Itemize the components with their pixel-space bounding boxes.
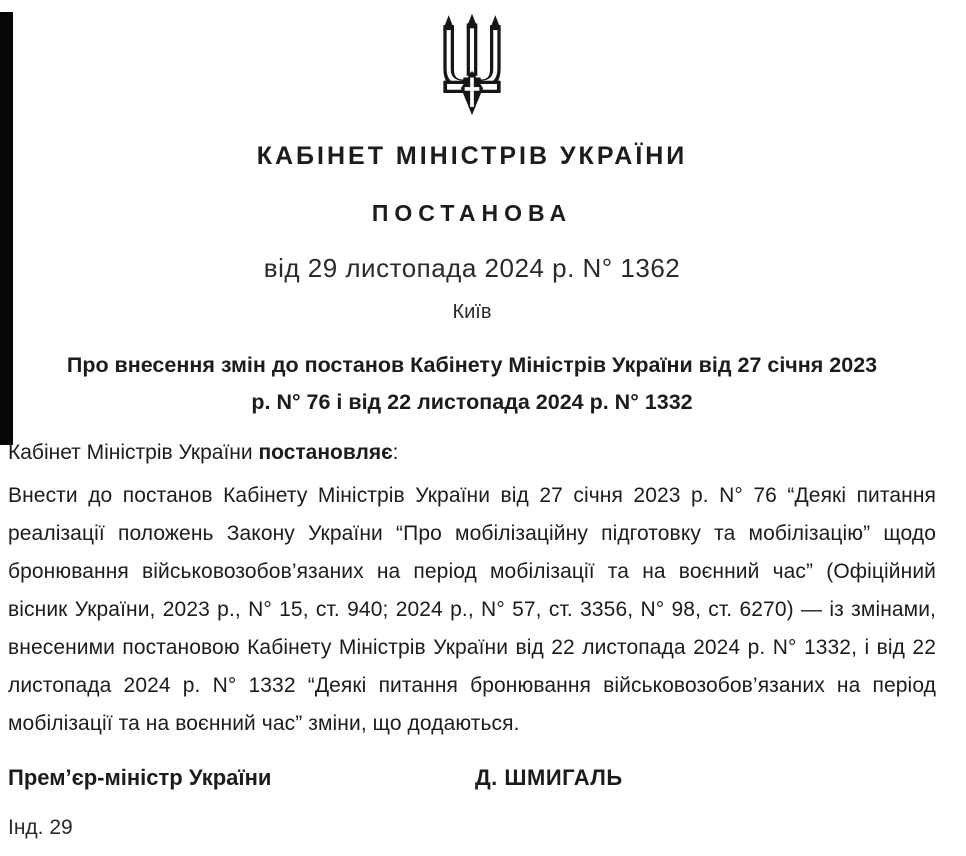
organization-title: КАБІНЕТ МІНІСТРІВ УКРАЇНИ [256, 142, 688, 170]
ukraine-trident-emblem-icon [431, 12, 513, 120]
subject-line-1: Про внесення змін до постанов Кабінету Міністрів України від 27 січня 2023 [66, 353, 878, 377]
resolution-document [0, 12, 966, 840]
city-label: Київ [452, 301, 492, 323]
preamble-colon: : [392, 441, 399, 464]
date-and-number-line: від 29 листопада 2024 р. N° 1362 [263, 253, 681, 283]
preamble-line [8, 434, 936, 472]
signer-role: Прем’єр-міністр України [8, 765, 272, 790]
preamble-text: Кабінет Міністрів України [8, 441, 259, 464]
signer-name: Д. ШМИГАЛЬ [475, 765, 623, 790]
preamble-verb: постановляє [258, 441, 393, 464]
subject-line-2: р. N° 76 і від 22 листопада 2024 р. N° 1332 [251, 390, 693, 414]
document-type-heading: ПОСТАНОВА [371, 200, 573, 226]
index-number: Інд. 29 [8, 816, 73, 839]
resolution-body-paragraph: Внести до постанов Кабінету Міністрів України від 27 січня 2023 р. N° 76 “Деякі питання реалізації положень Закону України “Про мобілізаційну підготовку та мобілізацію” щодо бронювання військовозобов’язаних на період мобілізації та на воєнний час” (Офіційний вісник України, 2023 р., N° 15, ст. 940; 2024 р., N° 57, ст. 3356, N° 98, ст. 6270) — із змінами, внесеними постановою Кабінету Міністрів України від 22 листопада 2024 р. N° 1332, і від 22 листопада 2024 р. N° 1332 “Деякі питання бронювання військовозобов’язаних на період мобілізації та на воєнний час” зміни, що додаються. [8, 484, 936, 735]
document-subject-title [8, 347, 936, 421]
signature-row [8, 763, 936, 793]
